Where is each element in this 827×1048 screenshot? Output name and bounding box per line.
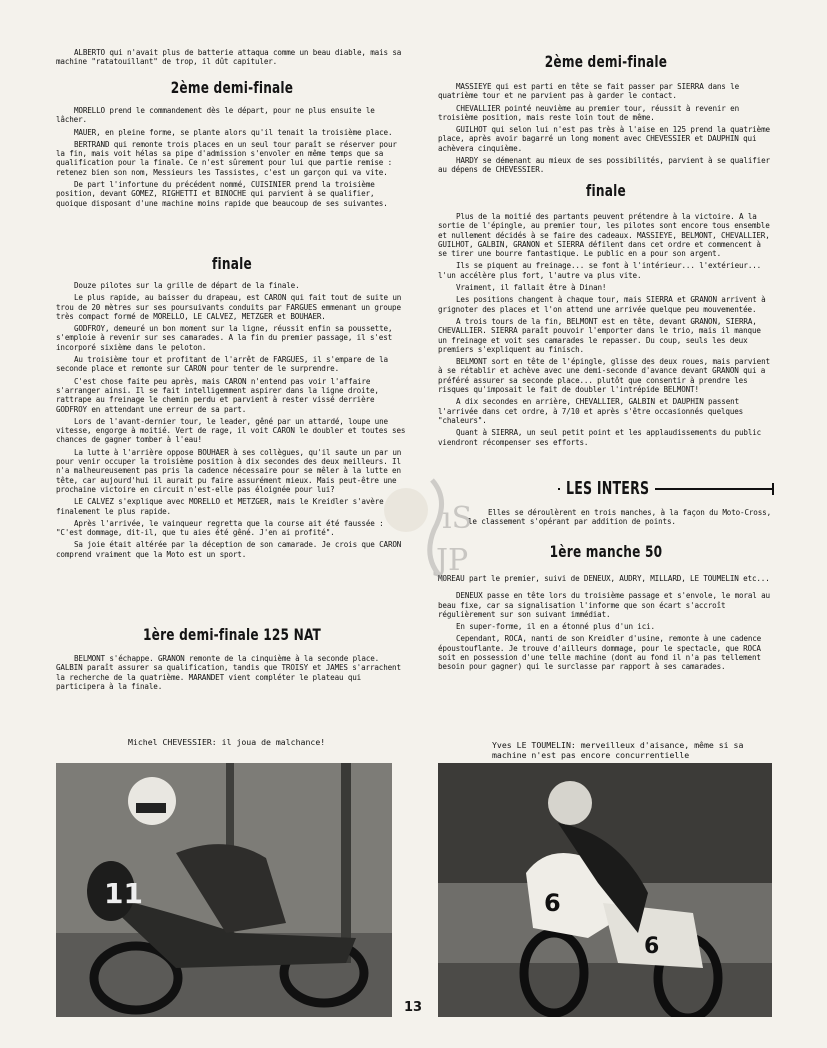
paragraph: GUILHOT qui selon lui n'est pas très à l'aise en 125 prend la quatrième place, après avoir bagarré un long moment avec CHEVESSIER et DAUPHIN qui achèvera cinquième.	[438, 125, 770, 153]
heading-demi-finale-125: 1ère demi-finale 125 NAT	[142, 625, 322, 645]
race-number: 11	[104, 877, 143, 910]
paragraph: Le plus rapide, au baisser du drapeau, est CARON qui fait tout de suite un trou de 20 mètres sur ses poursuivants conduits par FARGUES emmenant un groupe très compact formé de MORELLO, LE CALVEZ, METZGER et BOUHAER.	[56, 293, 402, 321]
svg-text:JP: JP	[436, 543, 469, 578]
page-number: 13	[404, 1000, 423, 1015]
paragraph: DENEUX passe en tête lors du troisième passage et s'envole, le moral au beau fixe, car sa signalisation l'informe que son écart s'accroît régulièrement sur son suivant immédiat.	[438, 591, 770, 619]
paragraph: MAUER, en pleine forme, se plante alors qu'il tenait la troisième place.	[74, 127, 393, 137]
heading-inters: LES INTERS	[566, 479, 650, 499]
paragraph: Cependant, ROCA, nanti de son Kreidler d'usine, remonte à une cadence époustouflante. Je trouve d'ailleurs dommage, pour le spectacle, que ROCA soit en possession d'une telle machine (dont au fond il n'a pas tellement besoin pour gagner) qui le surclasse par rapport à ses camarades.	[438, 634, 762, 672]
heading-finale: finale	[212, 254, 252, 274]
heading-manche-50: 1ère manche 50	[549, 542, 663, 562]
watermark-logo	[372, 470, 482, 590]
paragraph: Lors de l'avant-dernier tour, le leader, gêné par un attardé, loupe une vitesse, engorge à moitié. Vert de rage, il voit CARON le doubler et toutes ses chances de gagner tomber à l'eau!	[56, 416, 406, 445]
section-heading	[438, 183, 774, 199]
paragraph: Après l'arrivée, le vainqueur regretta que la course ait été faussée : "C'est dommage, dit-il, que tu aies été gêné. J'en ai profité".	[56, 518, 384, 538]
paragraph: GODFROY, demeuré un bon moment sur la ligne, réussit enfin sa poussette, s'emploie à revenir sur ses camarades. A la fin du premier passage, il s'est incorporé sixième dans le peloton.	[56, 324, 393, 352]
section-heading	[438, 544, 774, 560]
photo-caption-right: Yves LE TOUMELIN: merveilleux d'aisance, même si sa machine n'est pas encore concurrentielle	[492, 740, 744, 760]
photo-le-toumelin	[438, 763, 772, 1017]
paragraph: Les positions changent à chaque tour, mais SIERRA et GRANON arrivent à grignoter des places et l'on attend une arrivée quelque peu mouvementée.	[438, 295, 766, 314]
paragraph: Ils se piquent au freinage... se font à l'intérieur... l'extérieur... l'un accélère plus fort, l'autre va plus vite.	[438, 261, 762, 280]
demi2-125-block	[438, 82, 774, 178]
race-number-side: 6	[644, 934, 660, 959]
finale-block	[56, 281, 408, 562]
paragraph: Plus de la moitié des partants peuvent prétendre à la victoire. A la sortie de l'épingle, au premier tour, les pilotes sont encore tous ensemble et nullement décidés à se faire des cadeaux. MASSIEYE, BELMONT, CHEVALLIER, GUILHOT, GALBIN, GRANON et SIERRA défilent dans cet ordre et commencent à se tirer une bourre fantastique. Le public en a pour son argent.	[438, 212, 770, 259]
paragraph: CHEVALLIER pointé neuvième au premier tour, réussit à revenir en troisième position, mais reste loin tout de même.	[438, 103, 739, 122]
section-heading	[56, 256, 408, 272]
manche-block	[438, 574, 774, 675]
paragraph: En super-forme, il en a étonné plus d'un ici.	[456, 622, 655, 632]
race-number: 6	[544, 889, 561, 917]
paragraph: A dix secondes en arrière, CHEVALLIER, GALBIN et DAUPHIN passent l'arrivée dans cet ordre, à 7/10 et après s'être occasionnés quelques "chaleurs".	[438, 397, 744, 425]
paragraph: BERTRAND qui remonte trois places en un seul tour paraît se réserver pour la fin, mais voit hélas sa pipe d'admission s'envoler en même temps que sa qualification pour la finale. Ce n'est sûrement pour lui que partie remise : retenez bien son nom, Messieurs les Tassistes, c'est un garçon qui va vite.	[56, 139, 397, 177]
paragraph: LE CALVEZ s'explique avec MORELLO et METZGER, mais le Kreidler s'avère finalement le plus rapide.	[56, 497, 384, 516]
paragraph: BELMONT sort en tête de l'épingle, glisse des deux roues, mais parvient à se rétablir et achève avec une demi-seconde d'avance devant GRANON qui a préféré assurer sa seconde place... plutôt que consentir à prendre les risques qu'imposait le fait de doubler l'intrépide BELMONT!	[438, 357, 770, 395]
heading-demi-finale-2-125: 2ème demi-finale	[544, 52, 668, 72]
photo-chevessier	[56, 763, 392, 1017]
intro-block	[56, 48, 408, 70]
heading-demi-finale-2: 2ème demi-finale	[170, 78, 294, 98]
paragraph: ALBERTO qui n'avait plus de batterie attaqua comme un beau diable, mais sa machine "ratatouillant" de trop, il dût capituler.	[56, 48, 402, 67]
paragraph: C'est chose faite peu après, mais CARON n'entend pas voir l'affaire s'arranger ainsi. Il se fait intelligemment aspirer dans la ligne droite, rattrape au freinage le chemin perdu et parvient à rester vissé derrière GODFROY en attendant une erreur de sa part.	[56, 376, 379, 414]
photo-caption-left: Michel CHEVESSIER: il joua de malchance!	[128, 737, 326, 747]
section-heading	[56, 80, 408, 96]
paragraph: La lutte à l'arrière oppose BOUHAER à ses collègues, qu'il saute un par un pour venir occuper la troisième position à dix secondes des deux meilleurs. Il n'a malheureusement pas pris la cadence nécessaire pour se mêler à la lutte en tête, car aujourd'hui il aurait pu faire assurément mieux. Mais peut-être une prochaine victoire en circuit n'est-elle pas éloignée pour lui?	[56, 447, 402, 494]
heading-finale-125: finale	[586, 181, 626, 201]
paragraph: Sa joie était altérée par la déception de son camarade. Je crois que CARON comprend vraiment que la Moto est un sport.	[56, 540, 402, 559]
paragraph: Douze pilotes sur la grille de départ de la finale.	[74, 281, 300, 290]
paragraph: Vraiment, il fallait être à Dinan!	[456, 283, 607, 293]
paragraph: HARDY se démenant au mieux de ses possibilités, parvient à se qualifier au dépens de CHEVESSIER.	[438, 156, 770, 175]
paragraph: De part l'infortune du précédent nommé, CUISINIER prend la troisième position, devant GOMEZ, RIGHETTI et BINOCHE qui parvient à se qualifier, quoique disposant d'une machine moins rapide que beaucoup de ses suivantes.	[56, 180, 388, 208]
finale-125-block	[438, 212, 774, 450]
inters-block	[438, 508, 774, 530]
demi2-block	[56, 106, 408, 211]
paragraph: MASSIEYE qui est parti en tête se fait passer par SIERRA dans le quatrième tour et ne parvient pas à garder le contact.	[438, 82, 739, 101]
paragraph: BELMONT s'échappe. GRANON remonte de la cinquième à la seconde place. GALBIN paraît assurer sa qualification, tandis que TROISY et JAMES s'arrachent la recherche de la quatrième. MARANDET vient compléter le plateau qui participera à la finale.	[56, 654, 401, 691]
section-heading	[438, 54, 774, 70]
paragraph: Quant à SIERRA, un seul petit point et les applaudissements du public viendront récompenser ses efforts.	[438, 428, 762, 447]
paragraph: Elles se déroulèrent en trois manches, à la façon du Moto-Cross, le classement s'opérant par addition de points.	[468, 508, 771, 527]
svg-text:ıS: ıS	[442, 501, 473, 536]
paragraph: MORELLO prend le commandement dès le départ, pour ne plus ensuite le lâcher.	[56, 106, 375, 125]
paragraph: Au troisième tour et profitant de l'arrêt de FARGUES, il s'empare de la seconde place et remonte sur CARON pour tenter de le surprendre.	[56, 355, 388, 374]
section-heading	[56, 627, 408, 643]
paragraph: A trois tours de la fin, BELMONT est en tête, devant GRANON, SIERRA, CHEVALLIER. SIERRA paraît pouvoir l'emporter dans le trio, mais il manque un freinage et voit ses camarades le repasser. Du coup, seuls les deux premiers s'expliquent au finisch.	[438, 316, 761, 354]
paragraph: MOREAU part le premier, suivi de DENEUX, AUDRY, MILLARD, LE TOUMELIN etc...	[438, 574, 770, 583]
demi125-block	[56, 654, 408, 694]
inters-heading-bar	[558, 481, 774, 497]
